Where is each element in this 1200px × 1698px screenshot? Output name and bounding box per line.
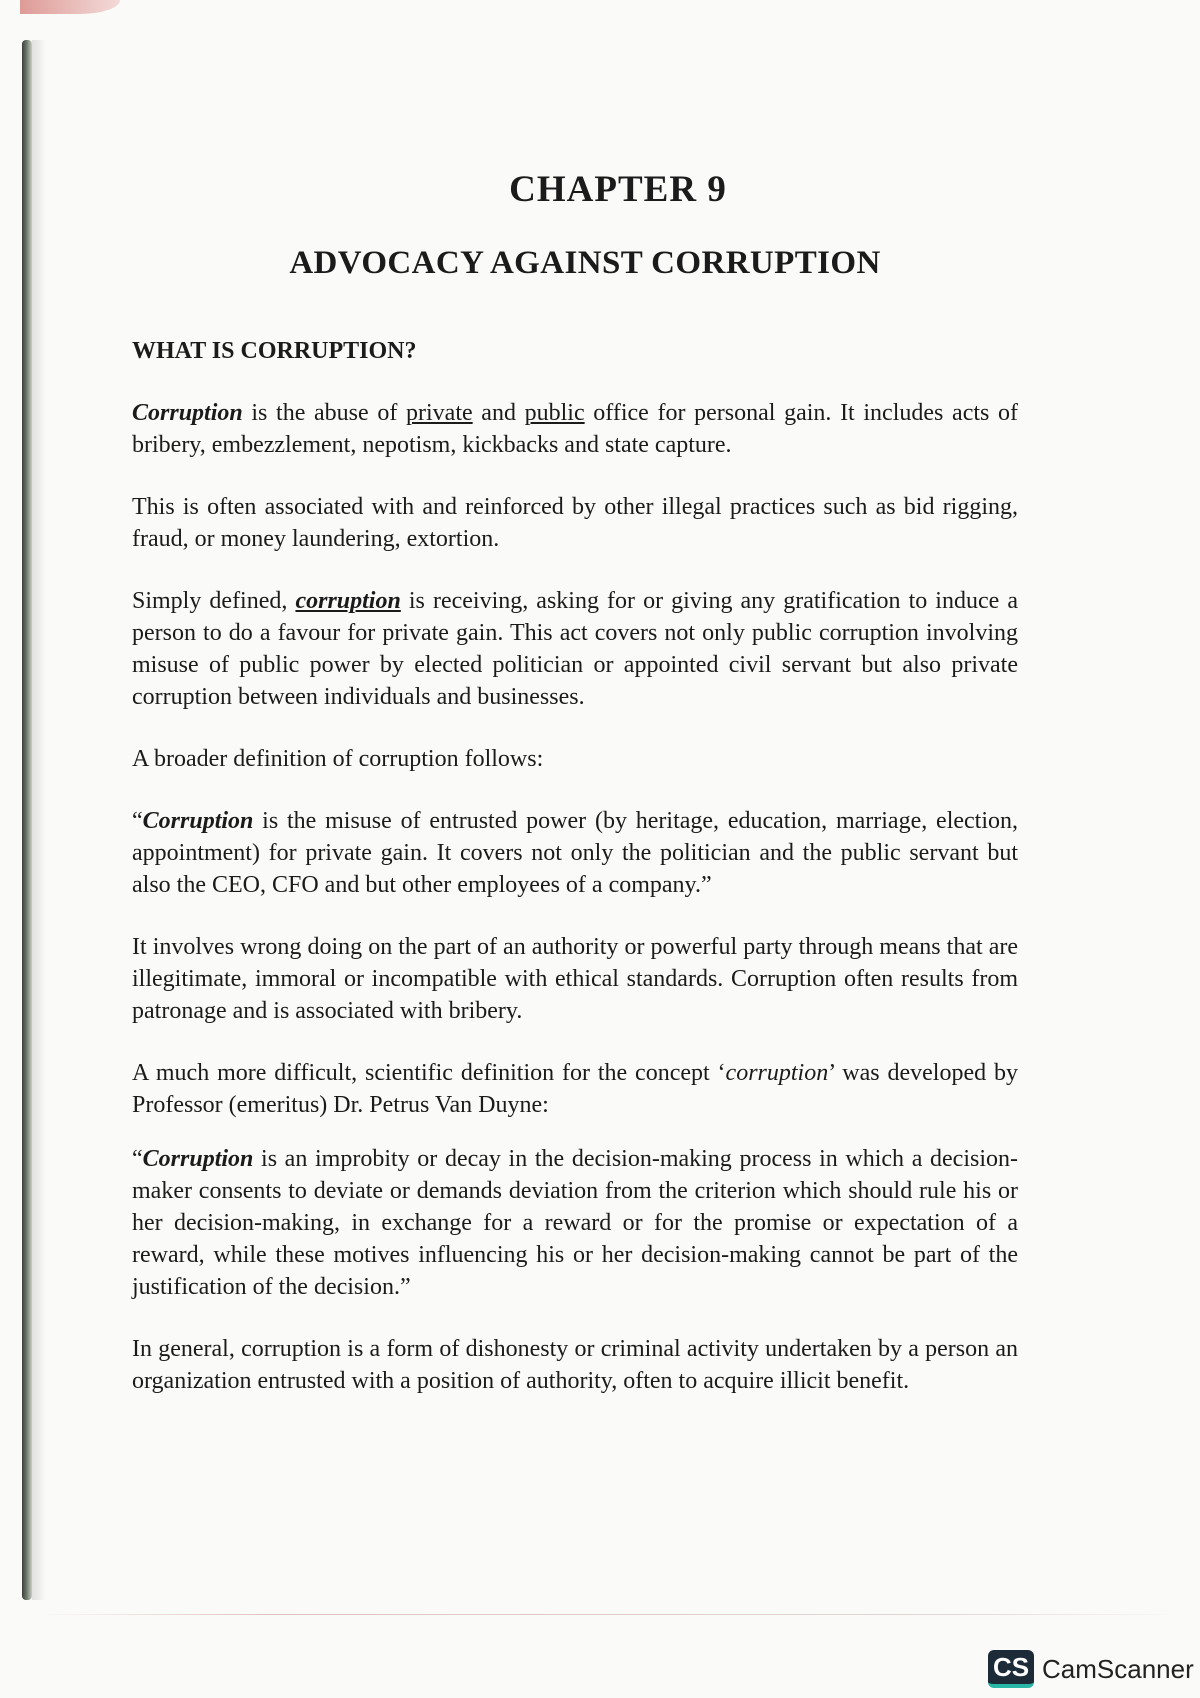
paragraph-scientific-quote xyxy=(132,1143,1018,1303)
quote-mark: “ xyxy=(132,808,143,834)
paragraph-broader-quote xyxy=(132,805,1018,901)
section-heading: WHAT IS CORRUPTION? xyxy=(132,338,417,364)
quote-mark: “ xyxy=(132,1146,143,1172)
text-run: is the abuse of xyxy=(242,400,406,426)
term-corruption: Corruption xyxy=(142,808,254,834)
page-corner-tab xyxy=(20,0,120,14)
paragraph-associated-practices: This is often associated with and reinforced by other illegal practices such as bid rigging, fraud, or money laundering, extortion. xyxy=(132,494,1018,552)
underlined-public: public xyxy=(524,400,585,426)
spine-shadow xyxy=(32,40,46,1600)
text-run: is the misuse of entrusted power (by heritage, education, marriage, election, appointment) for private gain. It covers not only the politician and the public servant but also the CEO, CFO and but other employees of a company.” xyxy=(132,808,1018,898)
term-corruption: corruption xyxy=(725,1060,829,1086)
text-run: is receiving, asking for or giving any gratification to induce a person to do a favour for private gain. This act covers not only public corruption involving misuse of public power by elected politician or appointed civil servant but also private corruption between individuals and businesses. xyxy=(132,588,1018,710)
term-corruption: Corruption xyxy=(142,1146,254,1172)
page-content xyxy=(132,168,1018,1427)
text-run: A much more difficult, scientific definition for the concept ‘ xyxy=(132,1060,726,1086)
page-bottom-edge xyxy=(40,1614,1180,1615)
text-run: is an improbity or decay in the decision-making process in which a decision-maker consents to deviate or demands deviation from the criterion which should rule his or her decision-making, in exchange for a reward or for the promise or expectation of a reward, while these motives influencing his or her decision-making cannot be part of the justification of the decision.” xyxy=(132,1146,1018,1300)
camscanner-logo-icon: CS xyxy=(988,1650,1034,1688)
paragraph-scientific-intro xyxy=(132,1057,1018,1121)
term-corruption: corruption xyxy=(295,588,401,614)
chapter-label: CHAPTER 9 xyxy=(509,169,727,210)
book-spine-edge xyxy=(22,40,32,1600)
text-run: office for personal gain. It includes acts of bribery, embezzlement, nepotism, kickbacks and state capture. xyxy=(132,400,1019,458)
text-run: Simply defined, xyxy=(132,588,296,614)
chapter-title: ADVOCACY AGAINST CORRUPTION xyxy=(289,245,881,281)
term-corruption: Corruption xyxy=(132,400,243,426)
camscanner-name: CamScanner xyxy=(1042,1653,1194,1684)
paragraph-general: In general, corruption is a form of dishonesty or criminal activity undertaken by a person an organization entrusted with a position of authority, often to acquire illicit benefit. xyxy=(132,1336,1018,1394)
underlined-private: private xyxy=(406,400,473,426)
paragraph-simple-definition xyxy=(132,585,1018,713)
paragraph-broader-intro: A broader definition of corruption follows: xyxy=(132,746,544,772)
paragraph-wrong-doing: It involves wrong doing on the part of an authority or powerful party through means that are illegitimate, immoral or incompatible with ethical standards. Corruption often results from patronage and is associated with bribery. xyxy=(132,934,1018,1024)
text-run: ’ was developed by Professor (emeritus) Dr. Petrus Van Duyne: xyxy=(132,1060,1018,1118)
camscanner-watermark xyxy=(988,1650,1194,1688)
paragraph-definition xyxy=(132,397,1018,461)
text-run: and xyxy=(472,400,525,426)
